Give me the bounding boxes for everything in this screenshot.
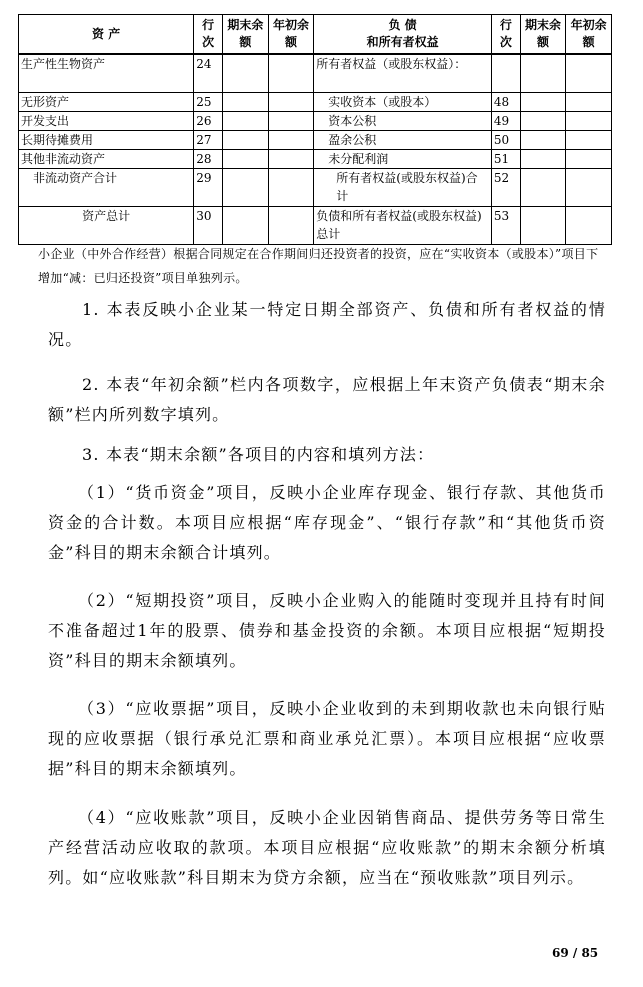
asset-cell: 非流动资产合计	[19, 168, 194, 206]
amount-cell	[566, 92, 612, 111]
line-no-cell: 24	[194, 54, 223, 92]
liability-cell: 所有者权益(或股东权益)合计	[314, 168, 492, 206]
table-row	[19, 92, 612, 111]
paragraph-3: 3. 本表“期末余额”各项目的内容和填列方法：	[82, 445, 435, 464]
amount-cell	[520, 206, 566, 244]
amount-cell	[268, 149, 314, 168]
amount-cell	[223, 149, 269, 168]
amount-cell	[520, 111, 566, 130]
amount-cell	[520, 130, 566, 149]
liability-cell: 所有者权益（或股东权益）：	[314, 54, 492, 92]
table-footnote: 小企业（中外合作经营）根据合同规定在合作期间归还投资者的投资，应在“实收资本（或股本）”项目下增加“减：已归还投资”项目单独列示。	[38, 247, 599, 285]
amount-cell	[223, 92, 269, 111]
amount-cell	[566, 149, 612, 168]
amount-cell	[223, 111, 269, 130]
amount-cell	[520, 54, 566, 92]
amount-cell	[268, 111, 314, 130]
line-no-cell: 48	[491, 92, 520, 111]
amount-cell	[223, 54, 269, 92]
amount-cell	[268, 168, 314, 206]
header-begin-balance-left: 年初余额	[268, 15, 314, 55]
line-no-cell: 27	[194, 130, 223, 149]
table-row	[19, 111, 612, 130]
asset-cell: 其他非流动资产	[19, 149, 194, 168]
amount-cell	[223, 168, 269, 206]
header-line-no-left: 行次	[194, 15, 223, 55]
paragraph-7: （4）“应收账款”项目，反映小企业因销售商品、提供劳务等日常生产经营活动应收取的款项。本项目应根据“应收账款”的期末余额分析填列。如“应收账款”科目期末为贷方余额，应当在“预收账款”项目列示。	[48, 808, 606, 887]
amount-cell	[566, 111, 612, 130]
asset-cell: 长期待摊费用	[19, 130, 194, 149]
table-row	[19, 168, 612, 206]
header-liabilities	[314, 15, 492, 55]
asset-cell: 生产性生物资产	[19, 54, 194, 92]
line-no-cell: 52	[491, 168, 520, 206]
asset-cell: 资产总计	[19, 206, 194, 244]
page-number: 69 / 85	[552, 946, 599, 960]
asset-cell: 无形资产	[19, 92, 194, 111]
amount-cell	[566, 130, 612, 149]
line-no-cell	[491, 54, 520, 92]
table-row	[19, 130, 612, 149]
amount-cell	[566, 206, 612, 244]
amount-cell	[268, 54, 314, 92]
paragraph-6: （3）“应收票据”项目，反映小企业收到的未到期收款也未向银行贴现的应收票据（银行承兑汇票和商业承兑汇票）。本项目应根据“应收票据”科目的期末余额填列。	[48, 699, 606, 778]
liability-cell: 未分配利润	[314, 149, 492, 168]
header-asset: 资 产	[19, 15, 194, 55]
paragraph-2: 2. 本表“年初余额”栏内各项数字，应根据上年末资产负债表“期末余额”栏内所列数字填列。	[48, 375, 606, 424]
table-header-row	[19, 15, 612, 55]
line-no-cell: 49	[491, 111, 520, 130]
line-no-cell: 28	[194, 149, 223, 168]
paragraph-4: （1）“货币资金”项目，反映小企业库存现金、银行存款、其他货币资金的合计数。本项目应根据“库存现金”、“银行存款”和“其他货币资金”科目的期末余额合计填列。	[48, 483, 606, 562]
amount-cell	[268, 206, 314, 244]
liability-cell: 实收资本（或股本）	[314, 92, 492, 111]
header-line-no-right: 行次	[491, 15, 520, 55]
amount-cell	[223, 130, 269, 149]
line-no-cell: 30	[194, 206, 223, 244]
line-no-cell: 26	[194, 111, 223, 130]
amount-cell	[566, 54, 612, 92]
header-end-balance-left: 期末余额	[223, 15, 269, 55]
amount-cell	[566, 168, 612, 206]
line-no-cell: 51	[491, 149, 520, 168]
amount-cell	[223, 206, 269, 244]
liability-cell: 负债和所有者权益(或股东权益)总计	[314, 206, 492, 244]
line-no-cell: 29	[194, 168, 223, 206]
balance-sheet-table	[18, 14, 612, 245]
amount-cell	[520, 92, 566, 111]
header-liab-line1: 负 债	[388, 18, 417, 32]
amount-cell	[268, 92, 314, 111]
header-end-balance-right: 期末余额	[520, 15, 566, 55]
amount-cell	[268, 130, 314, 149]
line-no-cell: 50	[491, 130, 520, 149]
asset-cell: 开发支出	[19, 111, 194, 130]
header-begin-balance-right: 年初余额	[566, 15, 612, 55]
paragraph-5: （2）“短期投资”项目，反映小企业购入的能随时变现并且持有时间不准备超过1年的股票、债券和基金投资的余额。本项目应根据“短期投资”科目的期末余额填列。	[48, 591, 606, 670]
header-liab-line2: 和所有者权益	[366, 35, 439, 49]
line-no-cell: 25	[194, 92, 223, 111]
amount-cell	[520, 168, 566, 206]
amount-cell	[520, 149, 566, 168]
line-no-cell: 53	[491, 206, 520, 244]
liability-cell: 资本公积	[314, 111, 492, 130]
paragraph-1: 1. 本表反映小企业某一特定日期全部资产、负债和所有者权益的情况。	[48, 300, 606, 349]
table-row	[19, 206, 612, 244]
table-row	[19, 149, 612, 168]
liability-cell: 盈余公积	[314, 130, 492, 149]
table-row	[19, 54, 612, 92]
